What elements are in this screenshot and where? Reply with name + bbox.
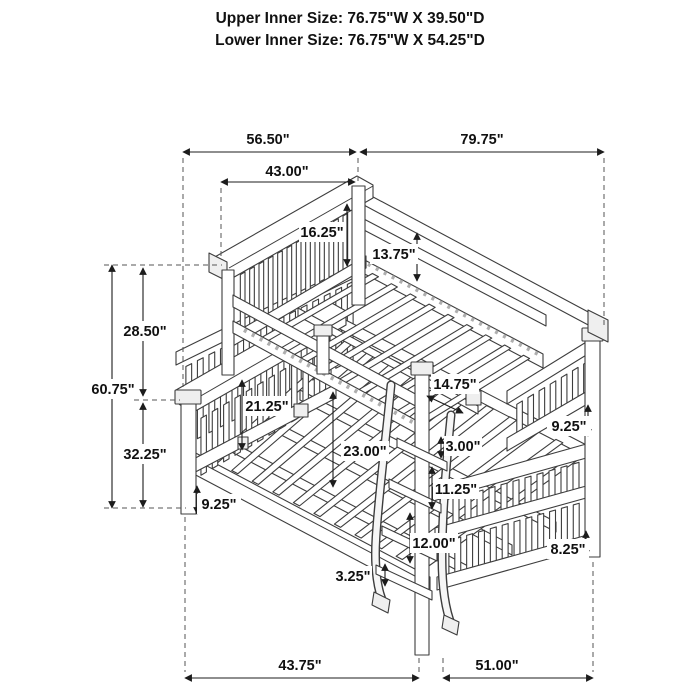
dim-label-right-leg: 8.25" — [550, 542, 586, 558]
slat — [502, 524, 508, 562]
dim-label-right-rail-gap: 9.25" — [551, 419, 587, 435]
slat — [549, 469, 555, 498]
slat — [467, 534, 473, 572]
slat — [573, 503, 579, 541]
slat — [514, 520, 520, 558]
slat — [479, 530, 485, 568]
dim-label-lower-spacing: 12.00" — [412, 536, 456, 552]
dim-label-underbunk-center: 23.00" — [343, 444, 387, 460]
dim-label-ladder-bottom: 3.25" — [335, 569, 371, 585]
slat — [573, 462, 579, 491]
dim-label-guard-rail: 13.75" — [372, 247, 416, 263]
slat — [526, 517, 532, 555]
upper-inner-size-title: Upper Inner Size: 76.75"W X 39.50"D — [215, 10, 485, 27]
slat — [550, 381, 556, 414]
slat — [561, 507, 567, 545]
dim-label-top-right-span: 79.75" — [460, 132, 504, 148]
dim-label-overall-height: 60.75" — [91, 382, 135, 398]
slat — [538, 513, 544, 551]
dim-label-upper-depth: 43.00" — [265, 164, 309, 180]
slat — [490, 527, 496, 565]
dim-label-top-left-span: 56.50" — [246, 132, 290, 148]
slat — [561, 466, 567, 495]
slat — [489, 487, 495, 516]
dim-label-post-offset: 14.75" — [433, 377, 477, 393]
dim-label-bottom-right: 51.00" — [475, 658, 519, 674]
slat — [573, 367, 579, 400]
diagram-title — [0, 8, 700, 53]
dim-label-rung-spacing: 11.25" — [434, 482, 478, 498]
dim-label-underbunk-left: 21.25" — [245, 399, 289, 415]
slat — [537, 473, 543, 502]
dim-label-bottom-left: 43.75" — [278, 658, 322, 674]
slat — [501, 483, 507, 512]
dim-label-ladder-top-gap: 3.00" — [445, 439, 481, 455]
slat — [513, 480, 519, 509]
dim-label-headboard-rail: 16.25" — [300, 225, 344, 241]
lower-inner-size-title: Lower Inner Size: 76.75"W X 54.25"D — [215, 32, 485, 50]
slat — [525, 476, 531, 505]
dim-label-left-rail-gap: 9.25" — [201, 497, 237, 513]
dim-label-lower-section: 32.25" — [123, 447, 167, 463]
slat — [561, 374, 567, 407]
dim-label-upper-section: 28.50" — [123, 324, 167, 340]
